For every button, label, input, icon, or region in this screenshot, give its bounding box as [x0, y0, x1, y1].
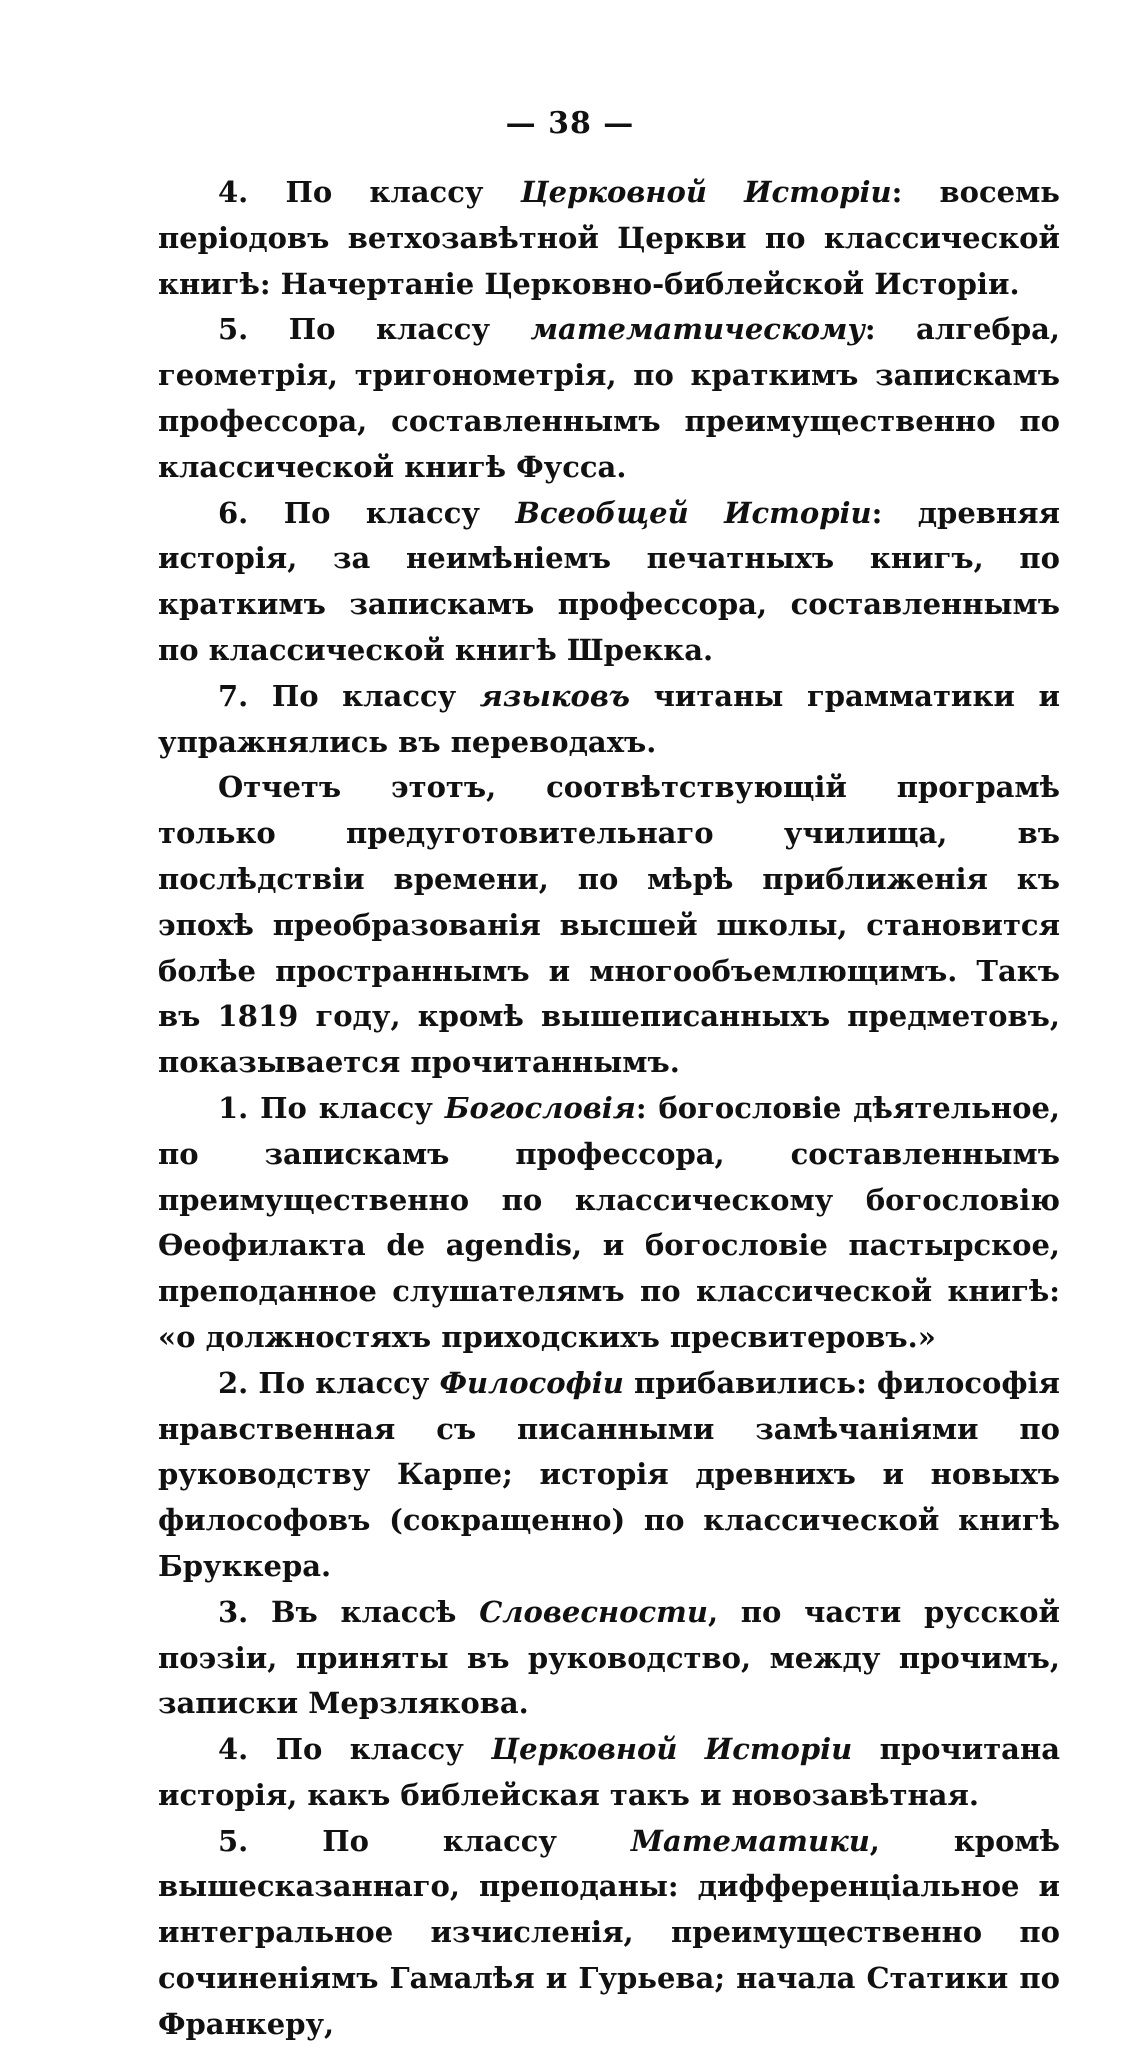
paragraph-text: : восемь періодовъ ветхозавѣтной Церкви по классической книгѣ: Начертаніе Церковно-библейской Исторіи.: [158, 175, 1060, 301]
paragraph-general-history: [158, 491, 1060, 674]
subject-emphasis: языковъ: [479, 678, 630, 713]
paragraph-literature: [158, 1590, 1060, 1727]
paragraph-report-1819: [158, 765, 1060, 1086]
paragraph-theology: [158, 1086, 1060, 1361]
paragraph-text: : богословіе дѣятельное, по запискамъ профессора, составленнымъ преимущественно по классическому богословію Ѳеофилакта de agendis, и богословіе пастырское, преподанное слушателямъ по классической книгѣ: «о должностяхъ приходскихъ пресвитеровъ.»: [158, 1090, 1060, 1354]
paragraph-text: , кромѣ вышесказаннаго, преподаны: дифференціальное и интегральное изчисленія, преимущественно по сочиненіямъ Гамалѣя и Гурьева; начала Статики по Франкеру,: [158, 1823, 1060, 2041]
paragraph-lead: 4. По классу: [218, 1732, 492, 1767]
paragraph-lead: 5. По классу: [218, 1823, 631, 1858]
subject-emphasis: Философіи: [439, 1365, 624, 1400]
paragraph-lead: 6. По классу: [218, 495, 516, 530]
paragraph-text: читаны грамматики и упражнялись въ переводахъ.: [158, 678, 1060, 759]
subject-emphasis: Математики: [630, 1823, 870, 1858]
paragraph-lead: 5. По классу: [218, 312, 531, 347]
subject-emphasis: Словесности: [479, 1594, 708, 1629]
subject-emphasis: Всеобщей Исторіи: [515, 495, 872, 530]
subject-emphasis: Богословія: [444, 1090, 636, 1125]
paragraph-church-history-2: [158, 1727, 1060, 1819]
paragraph-text: : древняя исторія, за неимѣніемъ печатныхъ книгъ, по краткимъ запискамъ профессора, составленнымъ по классической книгѣ Шрекка.: [158, 495, 1060, 667]
paragraph-philosophy: [158, 1361, 1060, 1590]
paragraph-text: прочитана исторія, какъ библейская такъ и новозавѣтная.: [158, 1732, 1060, 1812]
subject-emphasis: Церковной Исторіи: [491, 1732, 853, 1767]
paragraph-lead: 3. Въ классѣ: [218, 1594, 480, 1629]
body-text: [158, 170, 1060, 2048]
paragraph-church-history: [158, 170, 1060, 307]
subject-emphasis: Церковной Исторіи: [520, 175, 892, 209]
paragraph-lead: 7. По классу: [218, 678, 480, 713]
subject-emphasis: математическому: [530, 312, 865, 347]
page-number: — 38 —: [505, 106, 635, 141]
paragraph-text: , по части русской поэзіи, приняты въ руководство, между прочимъ, записки Мерзлякова.: [158, 1594, 1060, 1721]
paragraph-mathematics-2: [158, 1819, 1060, 2048]
paragraph-lead: 1. По классу: [218, 1090, 445, 1125]
paragraph-languages: [158, 674, 1060, 766]
paragraph-lead: 4. По классу: [218, 175, 521, 209]
paragraph-text: прибавились: философія нравственная съ писанными замѣчаніями по руководству Карпе; исторія древнихъ и новыхъ философовъ (сокращенно) по классической книгѣ Бруккера.: [158, 1365, 1060, 1583]
paragraph-lead: 2. По классу: [218, 1365, 440, 1400]
paragraph-mathematics: [158, 307, 1060, 490]
paragraph-text: : алгебра, геометрія, тригонометрія, по краткимъ запискамъ профессора, составленнымъ преимущественно по классической книгѣ Фусса.: [158, 312, 1060, 484]
paragraph-text: Отчетъ этотъ, соотвѣтствующій програмѣ только предуготовительнаго училища, въ послѣдствіи времени, по мѣрѣ приближенія къ эпохѣ преобразованія высшей школы, становится болѣе пространнымъ и многообъемлющимъ. Такъ въ 1819 году, кромѣ вышеписанныхъ предметовъ, показывается прочитаннымъ.: [158, 770, 1060, 1080]
